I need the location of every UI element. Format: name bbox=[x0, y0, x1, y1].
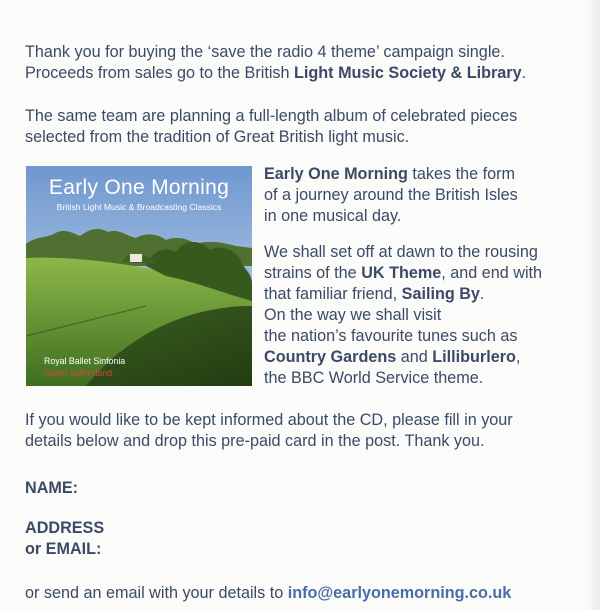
album-cover-subtitle: British Light Music & Broadcasting Classics bbox=[56, 202, 222, 212]
sailing-by-title: Sailing By bbox=[401, 285, 480, 303]
info-line-1: If you would like to be kept informed about the CD, please fill in your bbox=[25, 411, 513, 429]
footer-text: or send an email with your details to bbox=[25, 584, 288, 602]
album-cover-orchestra: Royal Ballet Sinfonia bbox=[44, 356, 126, 366]
email-field-label: or EMAIL: bbox=[25, 540, 102, 558]
card-edge-shadow bbox=[586, 0, 600, 610]
country-gardens-title: Country Gardens bbox=[264, 348, 397, 366]
description-line-5-pre: strains of the bbox=[264, 264, 362, 282]
intro-line-2-pre: Proceeds from sales go to the British bbox=[25, 64, 295, 82]
name-field-label: NAME: bbox=[25, 479, 79, 497]
album-name: Early One Morning bbox=[264, 165, 408, 183]
description-line-7: On the way we shall visit bbox=[264, 306, 442, 324]
intro-paragraph bbox=[25, 42, 526, 84]
album-plan-line-1: The same team are planning a full-length album of celebrated pieces bbox=[25, 107, 518, 125]
album-cover bbox=[26, 166, 252, 386]
album-plan-line-2: selected from the tradition of Great British light music. bbox=[25, 128, 410, 146]
intro-line-2-post: . bbox=[521, 64, 527, 82]
description-line-4: We shall set off at dawn to the rousing bbox=[264, 243, 538, 261]
description-line-9-mid: and bbox=[396, 348, 433, 366]
description-line-9-post: , bbox=[515, 348, 521, 366]
info-paragraph bbox=[25, 410, 513, 452]
album-description bbox=[264, 164, 542, 389]
info-line-2: details below and drop this pre-paid card in the post. Thank you. bbox=[25, 432, 485, 450]
address-field-label: ADDRESS bbox=[25, 519, 105, 537]
album-plan-paragraph bbox=[25, 106, 517, 148]
description-line-2: of a journey around the British Isles bbox=[264, 186, 518, 204]
description-line-10: the BBC World Service theme. bbox=[264, 369, 484, 387]
footer-line bbox=[25, 583, 511, 604]
album-cover-title: Early One Morning bbox=[48, 176, 230, 199]
description-line-6-pre: that familiar friend, bbox=[264, 285, 402, 303]
intro-line-1: Thank you for buying the ‘save the radio 4 theme’ campaign single. bbox=[25, 43, 505, 61]
lilliburlero-title: Lilliburlero bbox=[432, 348, 516, 366]
society-name: Light Music Society & Library bbox=[294, 64, 522, 82]
uk-theme-title: UK Theme bbox=[361, 264, 442, 282]
album-cover-conductor: Gavin Sutherland bbox=[44, 368, 112, 378]
contact-email-link[interactable]: info@earlyonemorning.co.uk bbox=[287, 584, 512, 602]
description-line-1: takes the form bbox=[407, 165, 515, 183]
description-line-8: the nation’s favourite tunes such as bbox=[264, 327, 518, 345]
description-line-5-post: , and end with bbox=[441, 264, 543, 282]
description-line-3: in one musical day. bbox=[264, 207, 402, 225]
description-line-6-post: . bbox=[479, 285, 485, 303]
